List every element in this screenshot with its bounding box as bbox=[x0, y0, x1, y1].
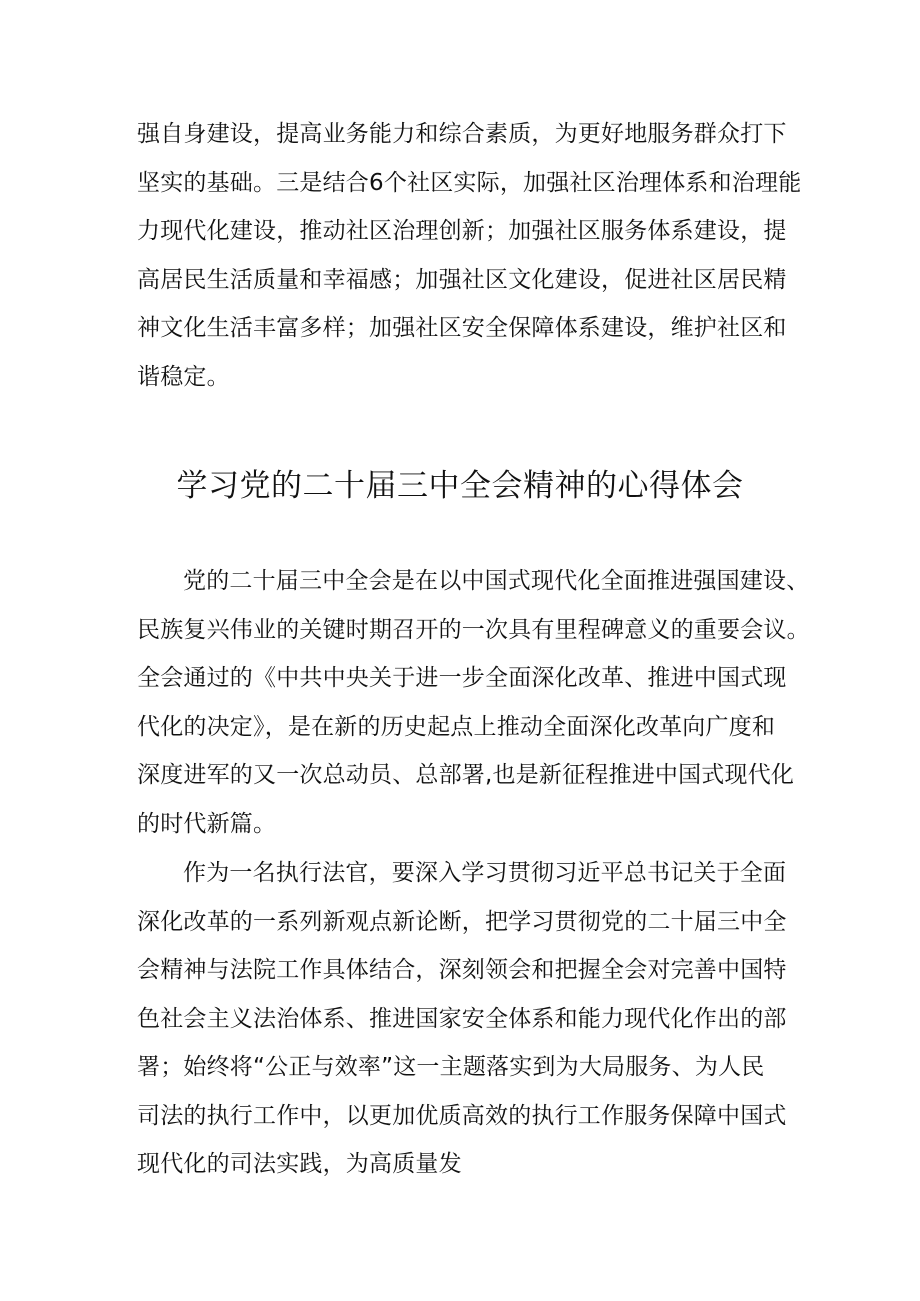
paragraph-line: 坚实的基础。三是结合6个社区实际，加强社区治理体系和治理能 bbox=[137, 169, 802, 196]
paragraph-line: 深度进军的又一次总动员、总部署,也是新征程推进中国式现代化 bbox=[137, 762, 795, 788]
paragraph-line: 全会通过的《中共中央关于进一步全面深化改革、推进中国式现 bbox=[137, 665, 787, 691]
paragraph-line: 党的二十届三中全会是在以中国式现代化全面推进强国建设、 bbox=[183, 568, 810, 594]
paragraph-line: 司法的执行工作中，以更加优质高效的执行工作服务保障中国式 bbox=[137, 1102, 787, 1129]
article-title: 学习党的二十届三中全会精神的心得体会 bbox=[176, 468, 744, 504]
paragraph-line: 现代化的司法实践，为高质量发 bbox=[137, 1151, 462, 1177]
paragraph-line: 会精神与法院工作具体结合，深刻领会和把握全会对完善中国特 bbox=[137, 957, 787, 983]
paragraph-line: 作为一名执行法官，要深入学习贯彻习近平总书记关于全面 bbox=[183, 860, 787, 886]
paragraph-line: 力现代化建设，推动社区治理创新；加强社区服务体系建设，提 bbox=[137, 218, 787, 244]
paragraph-line: 强自身建设，提高业务能力和综合素质，为更好地服务群众打下 bbox=[137, 121, 787, 147]
paragraph-line: 署；始终将“公正与效率”这一主题落实到为大局服务、为人民 bbox=[137, 1054, 765, 1080]
paragraph-line: 深化改革的一系列新观点新论断，把学习贯彻党的二十届三中全 bbox=[137, 908, 787, 935]
paragraph-line: 代化的决定》，是在新的历史起点上推动全面深化改革向广度和 bbox=[137, 713, 776, 740]
paragraph-line: 谐稳定。 bbox=[137, 363, 230, 390]
paragraph-line: 高居民生活质量和幸福感；加强社区文化建设，促进社区居民精 bbox=[137, 266, 787, 293]
continuation-paragraph bbox=[137, 110, 802, 401]
paragraph-line: 的时代新篇。 bbox=[137, 810, 277, 837]
paragraph-line: 神文化生活丰富多样；加强社区安全保障体系建设，维护社区和 bbox=[137, 315, 787, 341]
paragraph-2 bbox=[137, 849, 787, 1189]
paragraph-1 bbox=[137, 557, 810, 848]
paragraph-line: 民族复兴伟业的关键时期召开的一次具有里程碑意义的重要会议。 bbox=[137, 616, 810, 643]
paragraph-line: 色社会主义法治体系、推进国家安全体系和能力现代化作出的部 bbox=[137, 1005, 787, 1032]
